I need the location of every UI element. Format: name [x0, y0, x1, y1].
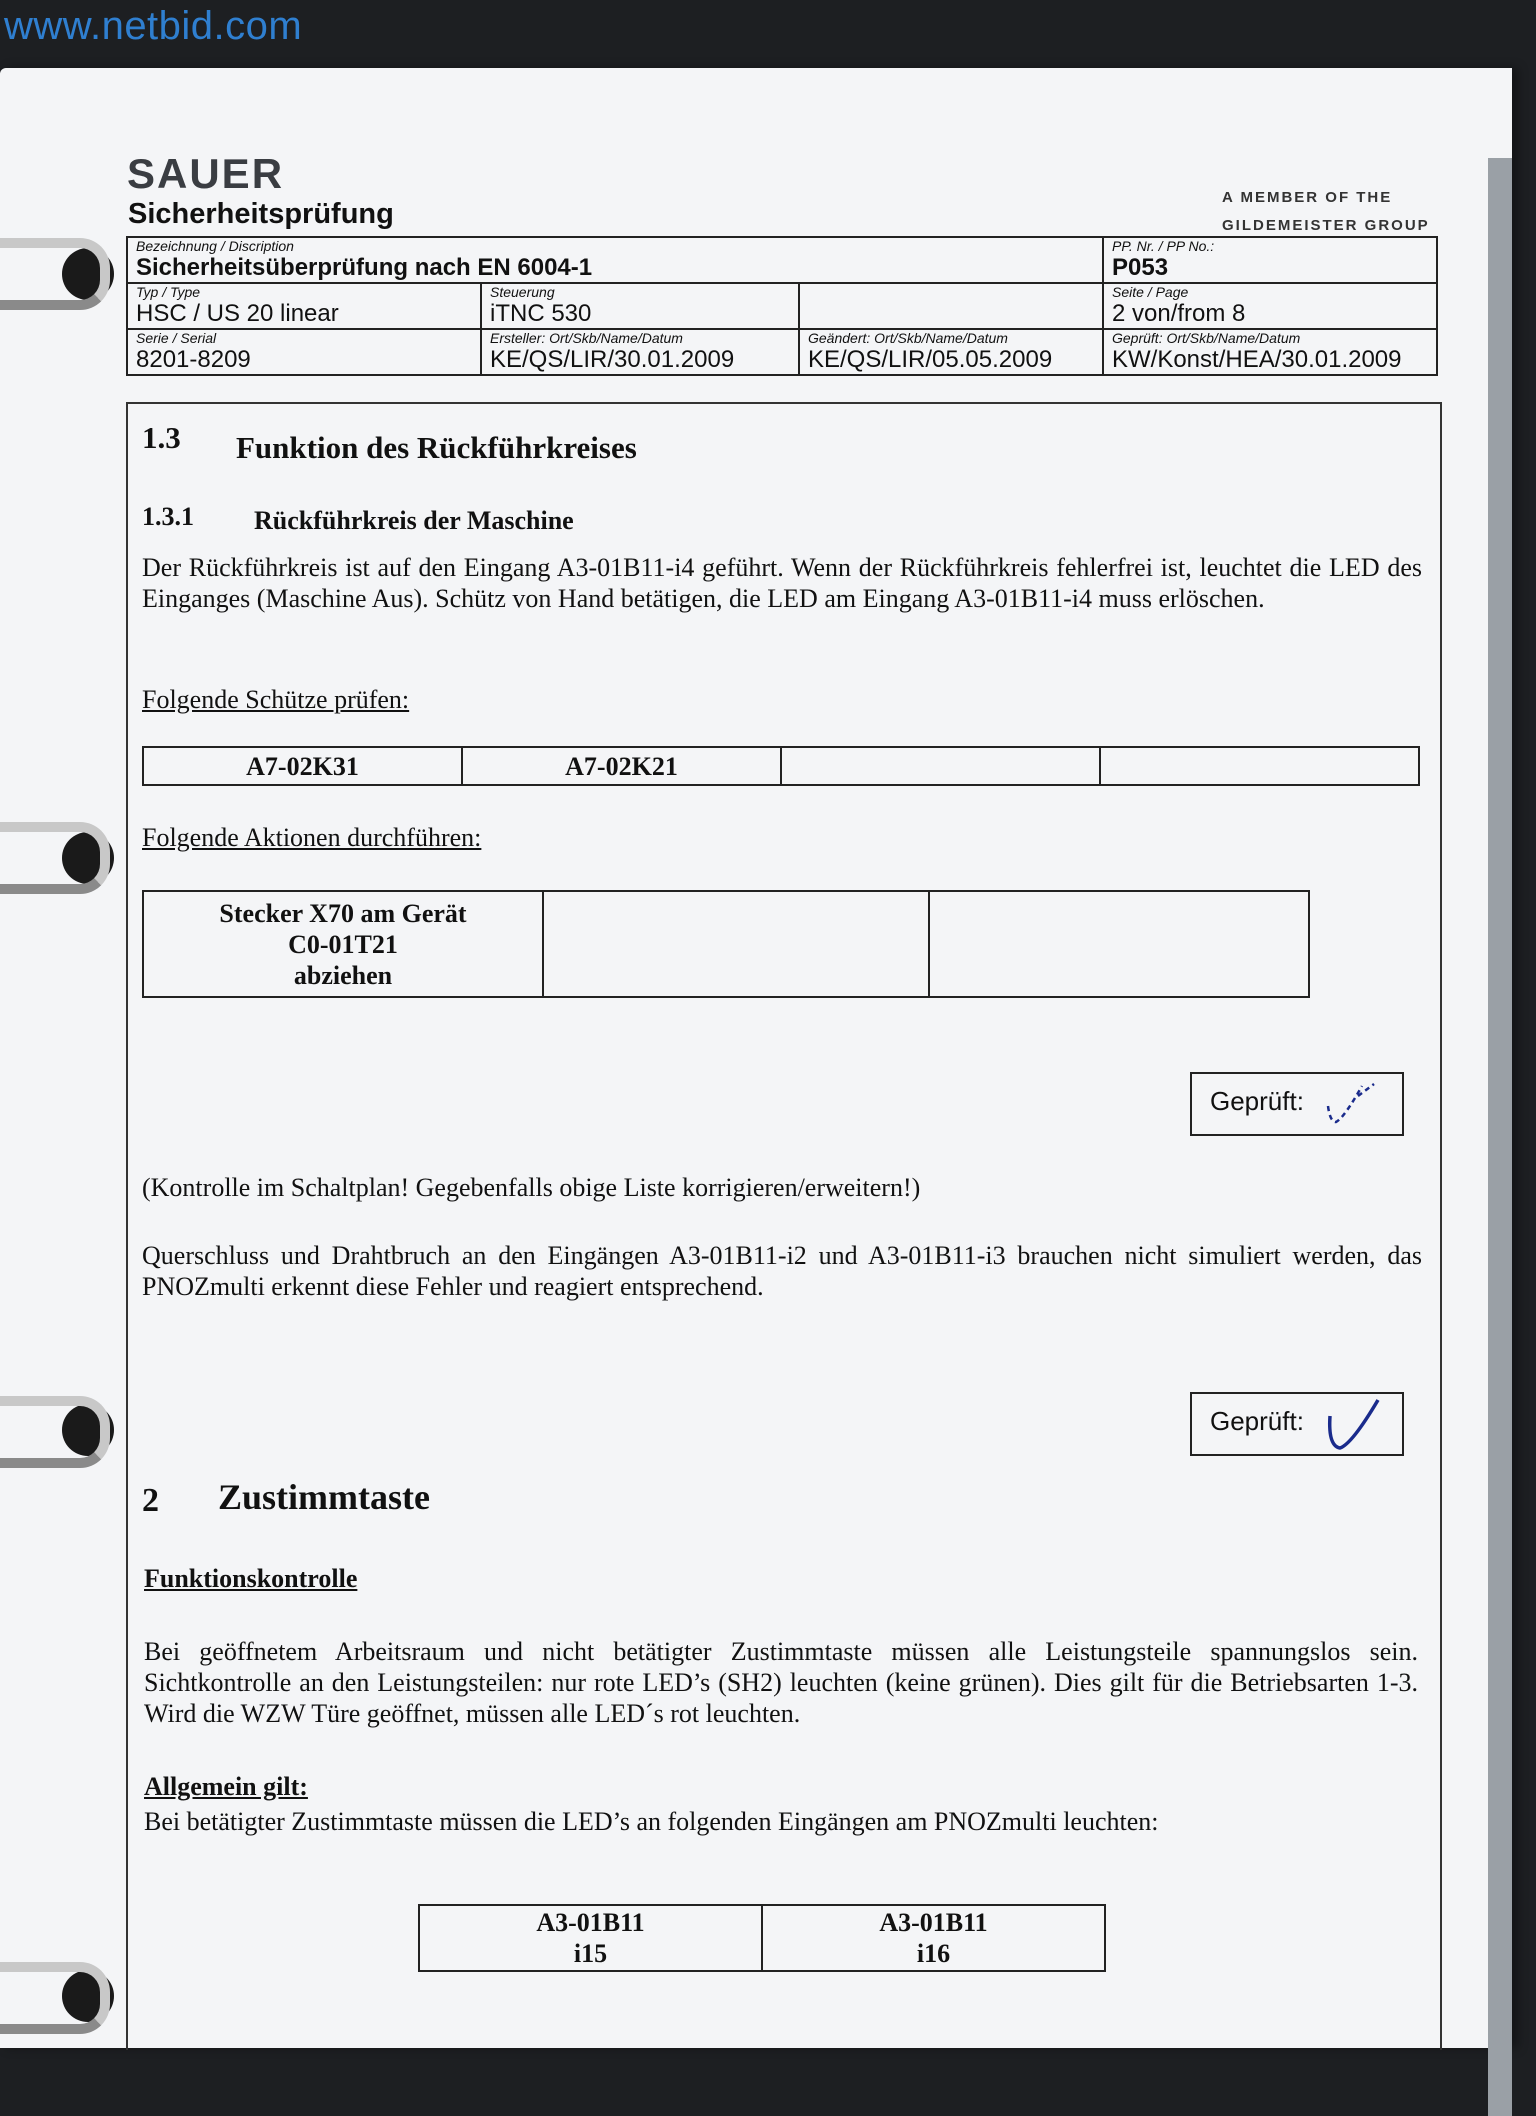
member-note	[1222, 184, 1430, 240]
seite-cell	[1103, 283, 1437, 329]
input-line: i16	[916, 1939, 951, 1968]
schuetz-cell	[1100, 747, 1419, 785]
schuetz-cell: A7-02K21	[462, 747, 781, 785]
content-frame	[126, 402, 1442, 2050]
seite-label: Seite / Page	[1112, 284, 1189, 300]
typ-label: Typ / Type	[136, 284, 201, 300]
pp-cell	[1103, 237, 1437, 283]
geprueft-label: Geprüft: Ort/Skb/Name/Datum	[1112, 330, 1301, 346]
subsection-number: 1.3.1	[142, 502, 194, 531]
typ-value: HSC / US 20 linear	[136, 300, 339, 327]
schuetz-cell: A7-02K31	[143, 747, 462, 785]
aktion-line: Stecker X70 am Gerät	[219, 898, 467, 928]
aktion-line: abziehen	[293, 960, 393, 990]
serie-cell	[127, 329, 481, 375]
input-cell	[419, 1905, 762, 1971]
binder-ring	[0, 1962, 110, 2034]
sauer-logo: SAUER	[127, 150, 285, 197]
pp-label: PP. Nr. / PP No.:	[1112, 238, 1215, 254]
schuetz-cell	[781, 747, 1100, 785]
typ-cell	[127, 283, 481, 329]
funktionskontrolle-heading: Funktionskontrolle	[144, 1564, 358, 1593]
bezeichnung-label: Bezeichnung / Discription	[136, 238, 294, 254]
serie-value: 8201-8209	[136, 346, 251, 373]
seite-value: 2 von/from 8	[1112, 300, 1246, 327]
aktionen-heading: Folgende Aktionen durchführen:	[142, 823, 482, 852]
aktion-line: C0-01T21	[288, 929, 398, 959]
bezeichnung-cell	[127, 237, 1103, 283]
inputs-table	[418, 1904, 1106, 1972]
ersteller-cell	[481, 329, 799, 375]
subsection-title: Rückführkreis der Maschine	[254, 506, 574, 535]
empty-cell	[799, 283, 1103, 329]
input-line: i15	[573, 1939, 608, 1968]
member-line-1: A MEMBER OF THE	[1222, 189, 1393, 206]
serie-label: Serie / Serial	[136, 330, 217, 346]
bezeichnung-value: Sicherheitsüberprüfung nach EN 6004-1	[136, 254, 593, 281]
checked-box	[1190, 1392, 1404, 1456]
querschluss-paragraph: Querschluss und Drahtbruch an den Eingängen A3-01B11-i2 und A3-01B11-i3 brauchen nicht simuliert werden, das PNOZmulti erkennt diese Fehler und reagiert entsprechend.	[142, 1241, 1422, 1301]
rueckfuehrkreis-paragraph: Der Rückführkreis ist auf den Eingang A3-01B11-i4 geführt. Wenn der Rückführkreis fehlerfrei ist, leuchtet die LED des Einganges (Maschine Aus). Schütz von Hand betätigen, die LED am Eingang A3-01B11-i4 muss erlöschen.	[142, 553, 1422, 613]
ersteller-value: KE/QS/LIR/30.01.2009	[490, 346, 735, 373]
aktion-empty-cell	[543, 891, 929, 997]
steuerung-value: iTNC 530	[490, 300, 592, 327]
aktionen-table	[142, 890, 1310, 998]
geaendert-value: KE/QS/LIR/05.05.2009	[808, 346, 1053, 373]
section-title: Funktion des Rückführkreises	[236, 430, 637, 465]
steuerung-cell	[481, 283, 799, 329]
geprueft-value: KW/Konst/HEA/30.01.2009	[1112, 346, 1402, 373]
binder-ring	[0, 238, 110, 310]
input-line: A3-01B11	[536, 1908, 645, 1937]
schuetze-table	[142, 746, 1420, 786]
schuetze-heading: Folgende Schütze prüfen:	[142, 685, 410, 714]
checkmark-icon	[1322, 1394, 1388, 1454]
checked-box	[1190, 1072, 1404, 1136]
member-line-2: GILDEMEISTER GROUP	[1222, 217, 1430, 234]
input-cell	[762, 1905, 1105, 1971]
header-table	[126, 236, 1438, 376]
geaendert-cell	[799, 329, 1103, 375]
allgemein-text: Bei betätigter Zustimmtaste müssen die LED’s an folgenden Eingängen am PNOZmulti leuchten:	[144, 1807, 1159, 1836]
section-title: Zustimmtaste	[218, 1477, 430, 1517]
pp-value: P053	[1112, 254, 1169, 281]
geprueft-cell	[1103, 329, 1437, 375]
aktion-empty-cell	[929, 891, 1309, 997]
ersteller-label: Ersteller: Ort/Skb/Name/Datum	[490, 330, 683, 346]
checked-label: Geprüft:	[1210, 1086, 1304, 1116]
checked-label: Geprüft:	[1210, 1406, 1304, 1436]
document-title: Sicherheitsprüfung	[128, 198, 394, 230]
allgemein-heading: Allgemein gilt:	[144, 1772, 308, 1801]
binder-ring	[0, 822, 110, 894]
section-number: 2	[142, 1482, 159, 1519]
kontrolle-note: (Kontrolle im Schaltplan! Gegebenfalls obige Liste korrigieren/erweitern!)	[142, 1173, 921, 1202]
checkmark-icon	[1322, 1078, 1382, 1130]
binder-ring	[0, 1396, 110, 1468]
binder-edge	[1488, 158, 1512, 2116]
steuerung-label: Steuerung	[490, 284, 555, 300]
geaendert-label: Geändert: Ort/Skb/Name/Datum	[808, 330, 1008, 346]
section-number: 1.3	[142, 420, 181, 455]
input-line: A3-01B11	[879, 1908, 988, 1937]
zustimmtaste-paragraph: Bei geöffnetem Arbeitsraum und nicht betätigter Zustimmtaste müssen alle Leistungsteile spannungslos sein. Sichtkontrolle an den Leistungsteilen: nur rote LED’s (SH2) leuchten (keine grünen). Dies gilt für die Betriebsarten 1-3. Wird die WZW Türe geöffnet, müssen alle LED´s rot leuchten.	[144, 1637, 1418, 1728]
watermark: www.netbid.com	[4, 4, 303, 48]
aktion-cell	[143, 891, 543, 997]
